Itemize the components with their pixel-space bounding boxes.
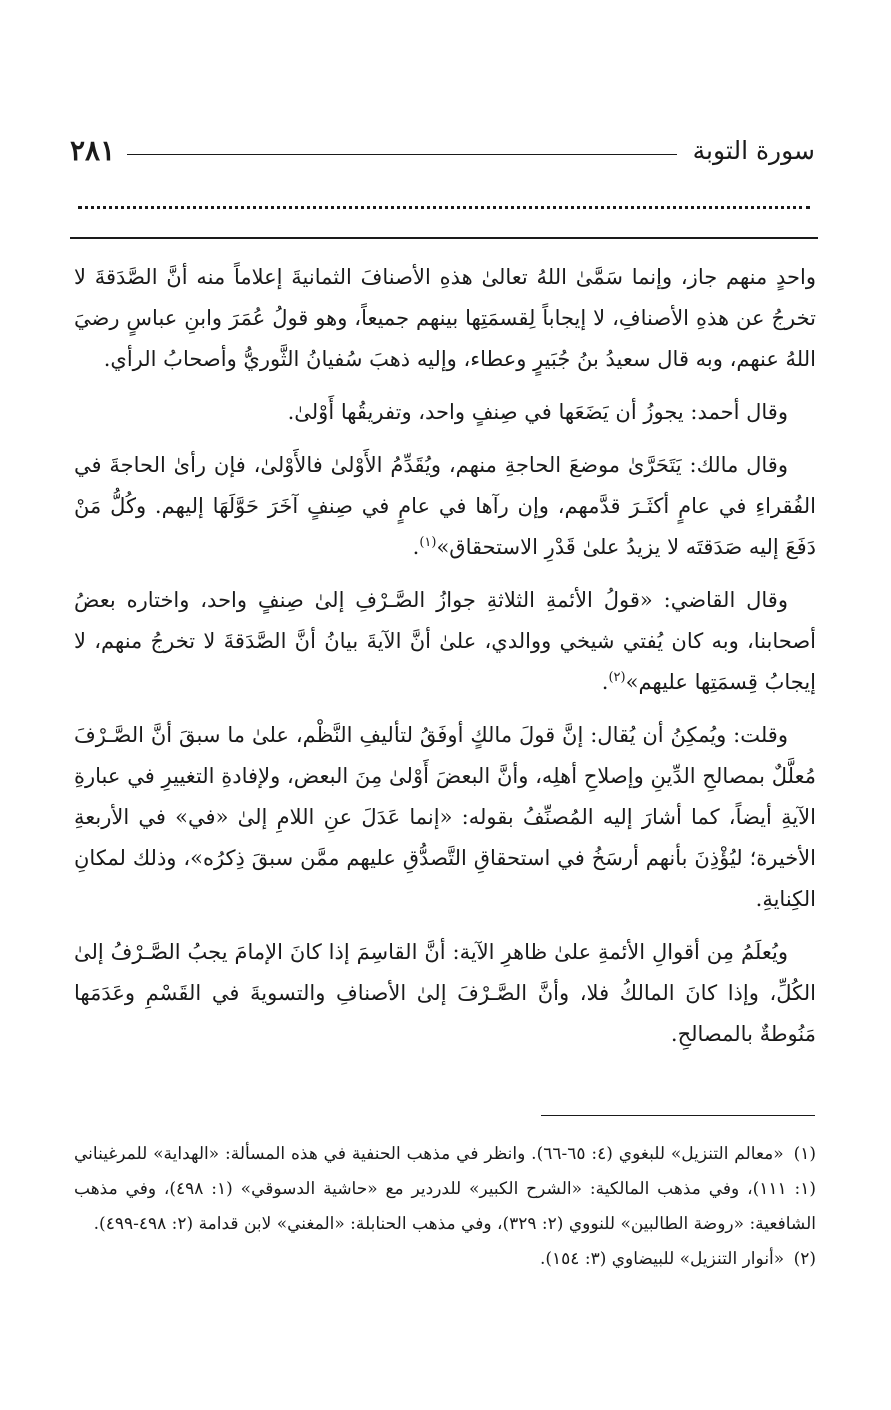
page-number: ٢٨١ bbox=[70, 133, 116, 167]
paragraph bbox=[74, 932, 816, 1055]
main-text bbox=[74, 257, 816, 1067]
top-rule bbox=[70, 237, 818, 239]
footnote-ref[interactable]: (٢) bbox=[608, 670, 626, 685]
paragraph-end-mark: . bbox=[412, 535, 420, 559]
paragraph-text: وقال مالك: يَتَحَرَّىٰ موضعَ الحاجةِ منهم، ويُقَدِّمُ الأَوْلىٰ فالأَوْلىٰ، فإن رأىٰ الحاجةَ في الفُقراءِ في عامٍ أكثَـرَ قدَّمهم، وإن رآها في عامٍ في صِنفٍ آخَرَ حَوَّلَهَا إليهم. وكُلُّ مَنْ دَفَعَ إليه صَدَقتَه لا يزيدُ علىٰ قَدْرِ الاستحقاق» bbox=[74, 453, 816, 559]
paragraph-end-mark: . bbox=[601, 670, 609, 694]
footnote-text: «أنوار التنزيل» للبيضاوي (٣: ١٥٤). bbox=[539, 1249, 785, 1269]
header-rule bbox=[127, 154, 677, 155]
footnote bbox=[74, 1242, 816, 1277]
paragraph-text: وقال القاضي: «قولُ الأئمةِ الثلاثةِ جوازُ الصَّـرْفِ إلىٰ صِنفٍ واحد، واختاره بعضُ أصحابنا، وبه كان يُفتي شيخي ووالدي، علىٰ أنَّ الآيةَ بيانُ أنَّ الصَّدَقةَ لا تخرجُ منهم، لا إيجابُ قِسمَتِها عليهم» bbox=[74, 588, 816, 694]
dotted-separator bbox=[78, 206, 810, 209]
paragraph bbox=[74, 715, 816, 920]
surah-title: سورة التوبة bbox=[692, 135, 815, 165]
footnote bbox=[74, 1137, 816, 1242]
paragraph-text: وقلت: ويُمكِنُ أن يُقال: إنَّ قولَ مالكٍ أوفَقُ لتأليفِ النَّظْم، علىٰ ما سبقَ أنَّ الصَّـرْفَ مُعلَّلٌ بمصالحِ الدِّينِ وإصلاحِ أهلِه، وأنَّ البعضَ أَوْلىٰ مِنَ البعض، ولإفادةِ التغييرِ في عبارةِ الآيةِ أيضاً، كما أشارَ إليه المُصنِّفُ بقوله: «إنما عَدَلَ عنِ اللامِ إلىٰ «في» في الأربعةِ الأخيرة؛ ليُؤْذِنَ بأنهم أرسَخُ في استحقاقِ التَّصدُّقِ عليهم ممَّن سبقَ ذِكرُه»، وذلك لمكانِ الكِنايةِ. bbox=[74, 723, 816, 911]
paragraph-text: واحدٍ منهم جاز، وإنما سَمَّىٰ اللهُ تعالىٰ هذهِ الأصنافَ الثمانيةَ إعلاماً منه أنَّ الصَّدَقةَ لا تخرجُ عن هذهِ الأصنافِ، لا إيجاباً لِقسمَتِها بينهم جميعاً، وهو قولُ عُمَرَ وابنِ عباسٍ رضيَ اللهُ عنهم، وبه قال سعيدُ بنُ جُبَيرٍ وعطاء، وإليه ذهبَ سُفيانُ الثَّوريُّ وأصحابُ الرأي. bbox=[74, 265, 816, 371]
footnote-ref[interactable]: (١) bbox=[419, 535, 437, 550]
footnote-rule bbox=[541, 1115, 815, 1116]
paragraph bbox=[74, 445, 816, 568]
footnote-number: (٢) bbox=[793, 1249, 816, 1269]
footnote-number: (١) bbox=[793, 1144, 816, 1164]
footnotes bbox=[74, 1137, 816, 1277]
paragraph bbox=[74, 257, 816, 380]
paragraph bbox=[74, 392, 816, 433]
paragraph bbox=[74, 580, 816, 703]
footnote-text: «معالم التنزيل» للبغوي (٤: ٦٥-٦٦). وانظر في مذهب الحنفية في هذه المسألة: «الهداية» للمرغيناني (١: ١١١)، وفي مذهب المالكية: «الشرح الكبير» للدردير مع «حاشية الدسوقي» (١: ٤٩٨)، وفي مذهب الشافعية: «روضة الطالبين» للنووي (٢: ٣٢٩)، وفي مذهب الحنابلة: «المغني» لابن قدامة (٢: ٤٩٨-٤٩٩). bbox=[74, 1144, 816, 1234]
paragraph-text: وقال أحمد: يجوزُ أن يَضَعَها في صِنفٍ واحد، وتفريقُها أَوْلىٰ. bbox=[287, 400, 788, 424]
paragraph-text: ويُعلَمُ مِن أقوالِ الأئمةِ علىٰ ظاهرِ الآية: أنَّ القاسِمَ إذا كانَ الإمامَ يجبُ الصَّـرْفُ إلىٰ الكُلِّ، وإذا كانَ المالكُ فلا، وأنَّ الصَّـرْفَ إلىٰ الأصنافِ والتسويةَ في القَسْمِ وعَدَمَها مَنُوطةٌ بالمصالحِ. bbox=[74, 940, 816, 1046]
running-header bbox=[70, 130, 815, 170]
